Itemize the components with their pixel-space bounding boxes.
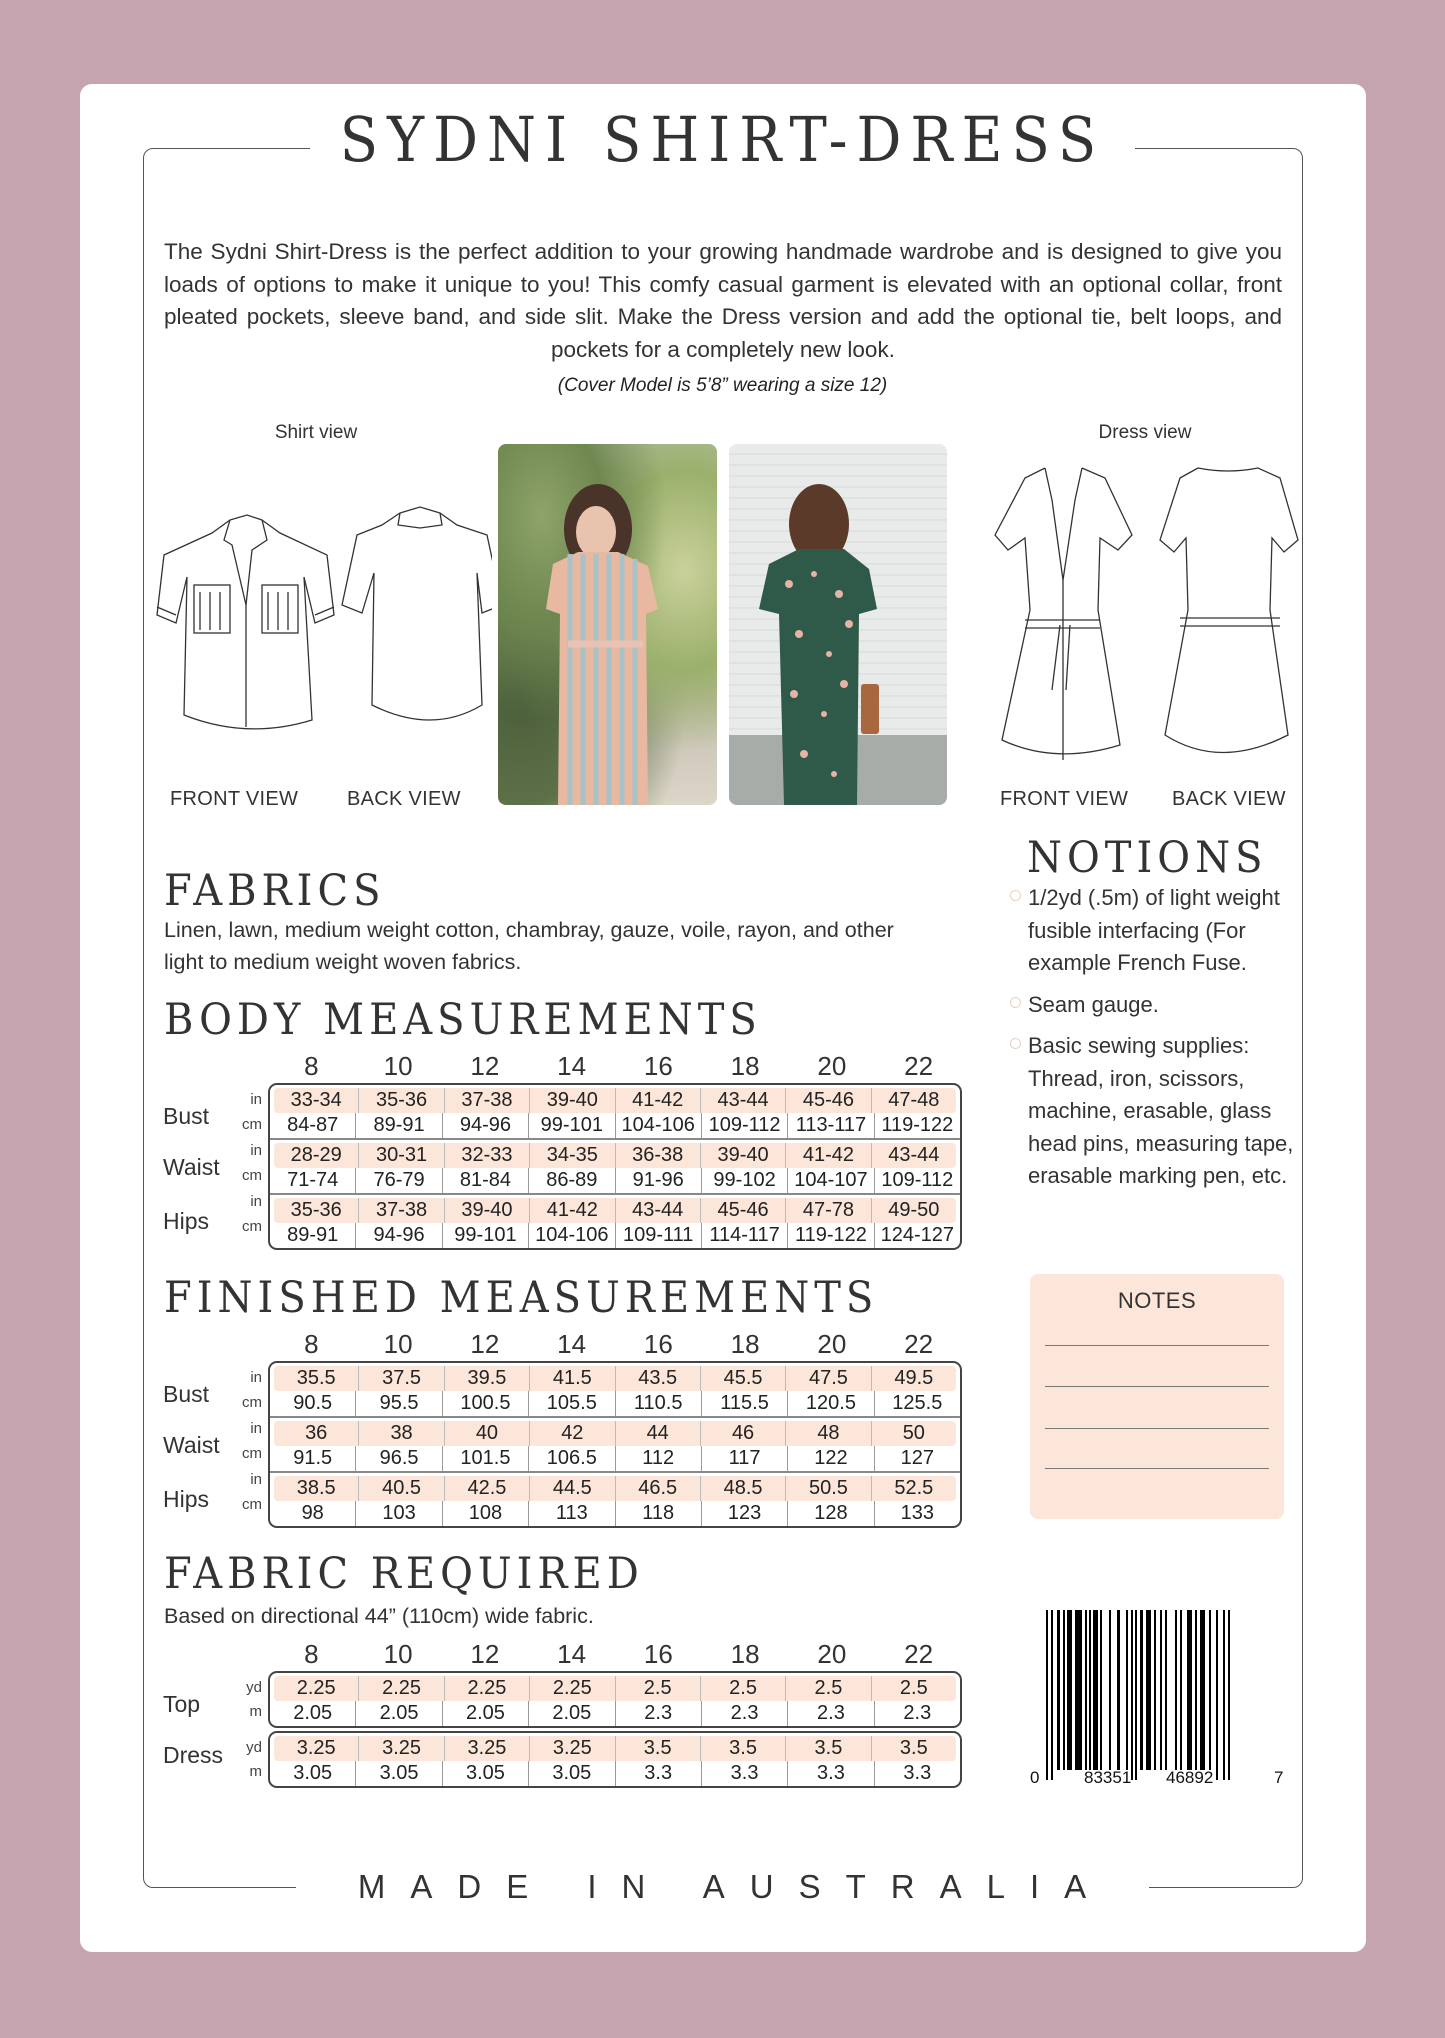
table-cell: 127 bbox=[900, 1447, 934, 1469]
finished-sizes-header bbox=[268, 1329, 962, 1360]
table-cell: 28-29 bbox=[274, 1143, 359, 1168]
table-cell: 2.5 bbox=[899, 1677, 928, 1699]
table-cell: 33-34 bbox=[274, 1088, 359, 1113]
cover-model-note: (Cover Model is 5’8” wearing a size 12) bbox=[557, 375, 888, 396]
table-row-group-bust bbox=[270, 1088, 960, 1138]
size-label: 22 bbox=[904, 1329, 934, 1359]
table-cell: 2.05 bbox=[529, 1701, 615, 1726]
size-label: 12 bbox=[470, 1639, 500, 1669]
row-label-bust: Bust bbox=[163, 1381, 210, 1407]
table-cell: 35-36 bbox=[274, 1198, 359, 1223]
table-cell: 3.25 bbox=[445, 1736, 530, 1761]
table-cell: 109-112 bbox=[702, 1113, 788, 1138]
table-cell: 99-102 bbox=[702, 1168, 788, 1193]
table-row bbox=[274, 1736, 956, 1761]
table-cell: 108 bbox=[443, 1501, 529, 1526]
photo-leopard-dress bbox=[729, 444, 947, 805]
table-cell: 38.5 bbox=[274, 1476, 359, 1501]
table-cell: 43.5 bbox=[616, 1366, 701, 1391]
table-cell: 41-42 bbox=[530, 1198, 615, 1223]
table-row-group-hips bbox=[270, 1471, 960, 1526]
notions-list bbox=[1010, 882, 1295, 1202]
finished-measurements-table bbox=[268, 1361, 962, 1528]
table-cell: 117 bbox=[702, 1446, 788, 1471]
unit-cm: cm bbox=[242, 1218, 262, 1235]
table-cell: 113 bbox=[529, 1501, 615, 1526]
size-label: 14 bbox=[557, 1051, 587, 1081]
size-label: 16 bbox=[643, 1329, 673, 1359]
notion-text: Basic sewing supplies: Thread, iron, scissors, machine, erasable, glass head pins, measuring tape, erasable marking pen, etc. bbox=[1028, 1033, 1294, 1188]
table-row bbox=[270, 1446, 960, 1471]
table-row bbox=[274, 1088, 956, 1113]
table-cell: 118 bbox=[616, 1501, 702, 1526]
table-row-group-top bbox=[270, 1676, 960, 1726]
table-cell: 41.5 bbox=[530, 1366, 615, 1391]
table-row-group-bust bbox=[270, 1366, 960, 1416]
table-cell: 76-79 bbox=[356, 1168, 442, 1193]
table-cell: 113-117 bbox=[788, 1113, 874, 1138]
notion-text: Seam gauge. bbox=[1028, 991, 1159, 1017]
size-label: 22 bbox=[904, 1639, 934, 1669]
fabric-required-dress-table bbox=[268, 1731, 962, 1788]
table-cell: 104-107 bbox=[788, 1168, 874, 1193]
table-cell: 49.5 bbox=[894, 1367, 934, 1389]
notes-box bbox=[1030, 1274, 1284, 1519]
table-cell: 49-50 bbox=[888, 1199, 940, 1221]
table-cell: 46.5 bbox=[616, 1476, 701, 1501]
table-cell: 30-31 bbox=[359, 1143, 444, 1168]
table-cell: 125.5 bbox=[892, 1392, 943, 1414]
size-label: 8 bbox=[304, 1051, 319, 1081]
table-cell: 39-40 bbox=[530, 1088, 615, 1113]
table-cell: 39-40 bbox=[445, 1198, 530, 1223]
table-cell: 2.05 bbox=[443, 1701, 529, 1726]
dress-view-label: Dress view bbox=[1098, 422, 1192, 443]
list-item bbox=[1010, 882, 1295, 980]
table-cell: 119-122 bbox=[881, 1114, 954, 1136]
table-cell: 41-42 bbox=[786, 1143, 871, 1168]
footer-text: MADE IN AUSTRALIA bbox=[296, 1868, 1149, 1905]
size-label: 16 bbox=[643, 1051, 673, 1081]
table-cell: 91.5 bbox=[270, 1446, 356, 1471]
table-cell: 2.5 bbox=[616, 1676, 701, 1701]
unit-cm: cm bbox=[242, 1496, 262, 1513]
size-label: 18 bbox=[730, 1329, 760, 1359]
unit-in: in bbox=[250, 1369, 262, 1386]
table-cell: 2.3 bbox=[788, 1701, 874, 1726]
unit-in: in bbox=[250, 1091, 262, 1108]
table-cell: 2.25 bbox=[359, 1676, 444, 1701]
unit-m: m bbox=[249, 1763, 262, 1780]
size-label: 10 bbox=[383, 1051, 413, 1081]
row-label-hips: Hips bbox=[163, 1486, 210, 1512]
table-cell: 89-91 bbox=[270, 1223, 356, 1248]
table-cell: 124-127 bbox=[880, 1224, 955, 1246]
body-measurements-heading: BODY MEASUREMENTS bbox=[164, 995, 762, 1045]
row-label-top: Top bbox=[163, 1691, 201, 1717]
table-cell: 3.5 bbox=[899, 1737, 928, 1759]
table-cell: 3.5 bbox=[616, 1736, 701, 1761]
fabric-sizes-header bbox=[268, 1639, 962, 1670]
table-cell: 32-33 bbox=[445, 1143, 530, 1168]
footer-made-in-australia bbox=[0, 1868, 1445, 1906]
circle-bullet-icon bbox=[1010, 1038, 1021, 1049]
table-row bbox=[270, 1761, 960, 1786]
unit-in: in bbox=[250, 1471, 262, 1488]
shirt-view-label: Shirt view bbox=[274, 422, 358, 443]
table-cell: 47.5 bbox=[786, 1366, 871, 1391]
row-label-hips: Hips bbox=[163, 1208, 210, 1234]
table-row bbox=[270, 1391, 960, 1416]
page-title: SYDNI SHIRT-DRESS bbox=[0, 105, 1445, 177]
size-label: 14 bbox=[557, 1639, 587, 1669]
size-label: 14 bbox=[557, 1329, 587, 1359]
table-cell: 43-44 bbox=[616, 1198, 701, 1223]
table-cell: 2.05 bbox=[270, 1701, 356, 1726]
notions-heading: NOTIONS bbox=[1027, 833, 1268, 883]
table-cell: 133 bbox=[900, 1502, 934, 1524]
unit-in: in bbox=[250, 1193, 262, 1210]
table-cell: 37-38 bbox=[445, 1088, 530, 1113]
table-row bbox=[274, 1143, 956, 1168]
table-cell: 50 bbox=[902, 1422, 925, 1444]
table-cell: 42.5 bbox=[445, 1476, 530, 1501]
table-cell: 109-111 bbox=[616, 1223, 702, 1248]
table-cell: 40.5 bbox=[359, 1476, 444, 1501]
table-row-group-dress bbox=[270, 1736, 960, 1786]
table-cell: 3.25 bbox=[359, 1736, 444, 1761]
barcode-digit: 83351 bbox=[1084, 1768, 1132, 1787]
table-row bbox=[274, 1421, 956, 1446]
barcode-digit: 7 bbox=[1274, 1768, 1284, 1787]
table-cell: 3.25 bbox=[530, 1736, 615, 1761]
table-cell: 123 bbox=[702, 1501, 788, 1526]
size-label: 20 bbox=[817, 1329, 847, 1359]
table-cell: 2.05 bbox=[356, 1701, 442, 1726]
fabrics-heading: FABRICS bbox=[164, 866, 386, 916]
table-cell: 3.05 bbox=[356, 1761, 442, 1786]
unit-cm: cm bbox=[242, 1394, 262, 1411]
size-label: 12 bbox=[470, 1051, 500, 1081]
table-cell: 2.3 bbox=[702, 1701, 788, 1726]
table-cell: 52.5 bbox=[894, 1477, 934, 1499]
table-cell: 115.5 bbox=[702, 1391, 788, 1416]
size-label: 20 bbox=[817, 1639, 847, 1669]
table-row bbox=[274, 1366, 956, 1391]
notes-line bbox=[1045, 1468, 1269, 1469]
unit-cm: cm bbox=[242, 1116, 262, 1133]
table-cell: 3.05 bbox=[270, 1761, 356, 1786]
table-cell: 89-91 bbox=[356, 1113, 442, 1138]
table-cell: 100.5 bbox=[443, 1391, 529, 1416]
table-cell: 36 bbox=[274, 1421, 359, 1446]
table-row bbox=[274, 1476, 956, 1501]
table-row bbox=[274, 1676, 956, 1701]
table-row-group-waist bbox=[270, 1416, 960, 1471]
table-row-group-hips bbox=[270, 1193, 960, 1248]
table-cell: 2.25 bbox=[530, 1676, 615, 1701]
table-cell: 50.5 bbox=[786, 1476, 871, 1501]
shirt-front-view-label: FRONT VIEW bbox=[170, 788, 299, 810]
fabrics-text: Linen, lawn, medium weight cotton, chambray, gauze, voile, rayon, and other light to medium weight woven fabrics. bbox=[164, 918, 894, 974]
photo-striped-shirt-dress bbox=[498, 444, 717, 805]
table-cell: 2.5 bbox=[701, 1676, 786, 1701]
table-cell: 119-122 bbox=[788, 1223, 874, 1248]
table-cell: 3.05 bbox=[529, 1761, 615, 1786]
table-cell: 47-48 bbox=[888, 1089, 940, 1111]
row-label-bust: Bust bbox=[163, 1103, 210, 1129]
table-row bbox=[274, 1198, 956, 1223]
fabric-required-heading: FABRIC REQUIRED bbox=[164, 1549, 644, 1599]
table-cell: 99-101 bbox=[443, 1223, 529, 1248]
table-cell: 44 bbox=[616, 1421, 701, 1446]
table-row bbox=[270, 1113, 960, 1138]
table-cell: 105.5 bbox=[529, 1391, 615, 1416]
table-cell: 99-101 bbox=[529, 1113, 615, 1138]
table-cell: 94-96 bbox=[443, 1113, 529, 1138]
table-cell: 112 bbox=[616, 1446, 702, 1471]
table-cell: 37.5 bbox=[359, 1366, 444, 1391]
table-cell: 36-38 bbox=[616, 1143, 701, 1168]
table-cell: 35-36 bbox=[359, 1088, 444, 1113]
table-row bbox=[270, 1701, 960, 1726]
table-cell: 42 bbox=[530, 1421, 615, 1446]
table-cell: 40 bbox=[445, 1421, 530, 1446]
dress-front-view-label: FRONT VIEW bbox=[1000, 788, 1129, 810]
size-label: 8 bbox=[304, 1639, 319, 1669]
table-cell: 90.5 bbox=[270, 1391, 356, 1416]
table-cell: 48 bbox=[786, 1421, 871, 1446]
table-cell: 35.5 bbox=[274, 1366, 359, 1391]
unit-m: m bbox=[249, 1703, 262, 1720]
barcode-digit: 46892 bbox=[1166, 1768, 1214, 1787]
table-cell: 45-46 bbox=[701, 1198, 786, 1223]
model-figure-icon bbox=[498, 444, 717, 805]
table-row bbox=[270, 1168, 960, 1193]
model-figure-icon bbox=[729, 444, 947, 805]
table-cell: 2.3 bbox=[903, 1702, 932, 1724]
table-cell: 109-112 bbox=[881, 1169, 954, 1191]
table-cell: 104-106 bbox=[616, 1113, 702, 1138]
table-cell: 86-89 bbox=[529, 1168, 615, 1193]
unit-in: in bbox=[250, 1142, 262, 1159]
table-cell: 128 bbox=[788, 1501, 874, 1526]
table-cell: 95.5 bbox=[356, 1391, 442, 1416]
fabric-required-subtext: Based on directional 44” (110cm) wide fabric. bbox=[164, 1604, 594, 1628]
table-cell: 39-40 bbox=[701, 1143, 786, 1168]
table-cell: 2.25 bbox=[445, 1676, 530, 1701]
table-cell: 2.5 bbox=[786, 1676, 871, 1701]
table-cell: 94-96 bbox=[356, 1223, 442, 1248]
table-cell: 44.5 bbox=[530, 1476, 615, 1501]
table-cell: 34-35 bbox=[530, 1143, 615, 1168]
table-cell: 104-106 bbox=[529, 1223, 615, 1248]
list-item bbox=[1010, 1030, 1295, 1193]
row-label-waist: Waist bbox=[163, 1154, 220, 1180]
size-label: 16 bbox=[643, 1639, 673, 1669]
unit-yd: yd bbox=[246, 1739, 262, 1756]
table-cell: 45.5 bbox=[701, 1366, 786, 1391]
table-cell: 98 bbox=[270, 1501, 356, 1526]
table-cell: 41-42 bbox=[616, 1088, 701, 1113]
table-cell: 106.5 bbox=[529, 1446, 615, 1471]
table-row bbox=[270, 1501, 960, 1526]
size-label: 18 bbox=[730, 1639, 760, 1669]
table-cell: 96.5 bbox=[356, 1446, 442, 1471]
table-cell: 48.5 bbox=[701, 1476, 786, 1501]
size-label: 12 bbox=[470, 1329, 500, 1359]
table-cell: 43-44 bbox=[701, 1088, 786, 1113]
list-item bbox=[1010, 989, 1295, 1022]
shirt-sketch-icon bbox=[152, 495, 492, 740]
barcode bbox=[1030, 1608, 1290, 1798]
table-cell: 110.5 bbox=[616, 1391, 702, 1416]
table-cell: 114-117 bbox=[702, 1223, 788, 1248]
table-cell: 43-44 bbox=[888, 1144, 940, 1166]
size-label: 20 bbox=[817, 1051, 847, 1081]
notes-line bbox=[1045, 1345, 1269, 1346]
body-measurements-table bbox=[268, 1083, 962, 1250]
table-cell: 3.5 bbox=[786, 1736, 871, 1761]
size-label: 18 bbox=[730, 1051, 760, 1081]
table-cell: 3.3 bbox=[616, 1761, 702, 1786]
unit-cm: cm bbox=[242, 1167, 262, 1184]
circle-bullet-icon bbox=[1010, 890, 1021, 901]
table-cell: 3.05 bbox=[443, 1761, 529, 1786]
table-cell: 103 bbox=[356, 1501, 442, 1526]
table-cell: 39.5 bbox=[445, 1366, 530, 1391]
table-cell: 71-74 bbox=[270, 1168, 356, 1193]
table-row bbox=[270, 1223, 960, 1248]
table-cell: 122 bbox=[788, 1446, 874, 1471]
row-label-waist: Waist bbox=[163, 1432, 220, 1458]
table-cell: 38 bbox=[359, 1421, 444, 1446]
table-row-group-waist bbox=[270, 1138, 960, 1193]
table-cell: 3.25 bbox=[274, 1736, 359, 1761]
dress-sketch-icon bbox=[990, 460, 1300, 770]
table-cell: 3.3 bbox=[702, 1761, 788, 1786]
body-sizes-header bbox=[268, 1051, 962, 1082]
table-cell: 45-46 bbox=[786, 1088, 871, 1113]
table-cell: 46 bbox=[701, 1421, 786, 1446]
size-label: 10 bbox=[383, 1639, 413, 1669]
table-cell: 3.5 bbox=[701, 1736, 786, 1761]
notes-line bbox=[1045, 1386, 1269, 1387]
size-label: 10 bbox=[383, 1329, 413, 1359]
notes-title: NOTES bbox=[1117, 1288, 1197, 1313]
table-cell: 47-78 bbox=[786, 1198, 871, 1223]
table-cell: 120.5 bbox=[788, 1391, 874, 1416]
table-cell: 2.3 bbox=[616, 1701, 702, 1726]
finished-measurements-heading: FINISHED MEASUREMENTS bbox=[164, 1273, 879, 1323]
table-cell: 2.25 bbox=[274, 1676, 359, 1701]
size-label: 8 bbox=[304, 1329, 319, 1359]
size-label: 22 bbox=[904, 1051, 934, 1081]
notes-line bbox=[1045, 1428, 1269, 1429]
table-cell: 101.5 bbox=[443, 1446, 529, 1471]
unit-in: in bbox=[250, 1420, 262, 1437]
unit-cm: cm bbox=[242, 1445, 262, 1462]
table-cell: 3.3 bbox=[903, 1762, 932, 1784]
fabric-required-top-table bbox=[268, 1671, 962, 1728]
dress-back-view-label: BACK VIEW bbox=[1172, 788, 1286, 810]
table-cell: 37-38 bbox=[359, 1198, 444, 1223]
circle-bullet-icon bbox=[1010, 997, 1021, 1008]
table-cell: 91-96 bbox=[616, 1168, 702, 1193]
notion-text: 1/2yd (.5m) of light weight fusible interfacing (For example French Fuse. bbox=[1028, 885, 1280, 975]
shirt-back-view-label: BACK VIEW bbox=[347, 788, 461, 810]
row-label-dress: Dress bbox=[163, 1742, 224, 1768]
barcode-digit: 0 bbox=[1030, 1768, 1040, 1787]
table-cell: 84-87 bbox=[270, 1113, 356, 1138]
table-cell: 81-84 bbox=[443, 1168, 529, 1193]
barcode-icon bbox=[1030, 1608, 1290, 1783]
description: The Sydni Shirt-Dress is the perfect addition to your growing handmade wardrobe and is designed to give you loads of options to make it unique to you! This comfy casual garment is elevated with an optional collar, front pleated pockets, sleeve band, and side slit. Make the Dress version and add the optional tie, belt loops, and pockets for a completely new look. bbox=[164, 239, 1282, 362]
unit-yd: yd bbox=[246, 1679, 262, 1696]
table-cell: 3.3 bbox=[788, 1761, 874, 1786]
